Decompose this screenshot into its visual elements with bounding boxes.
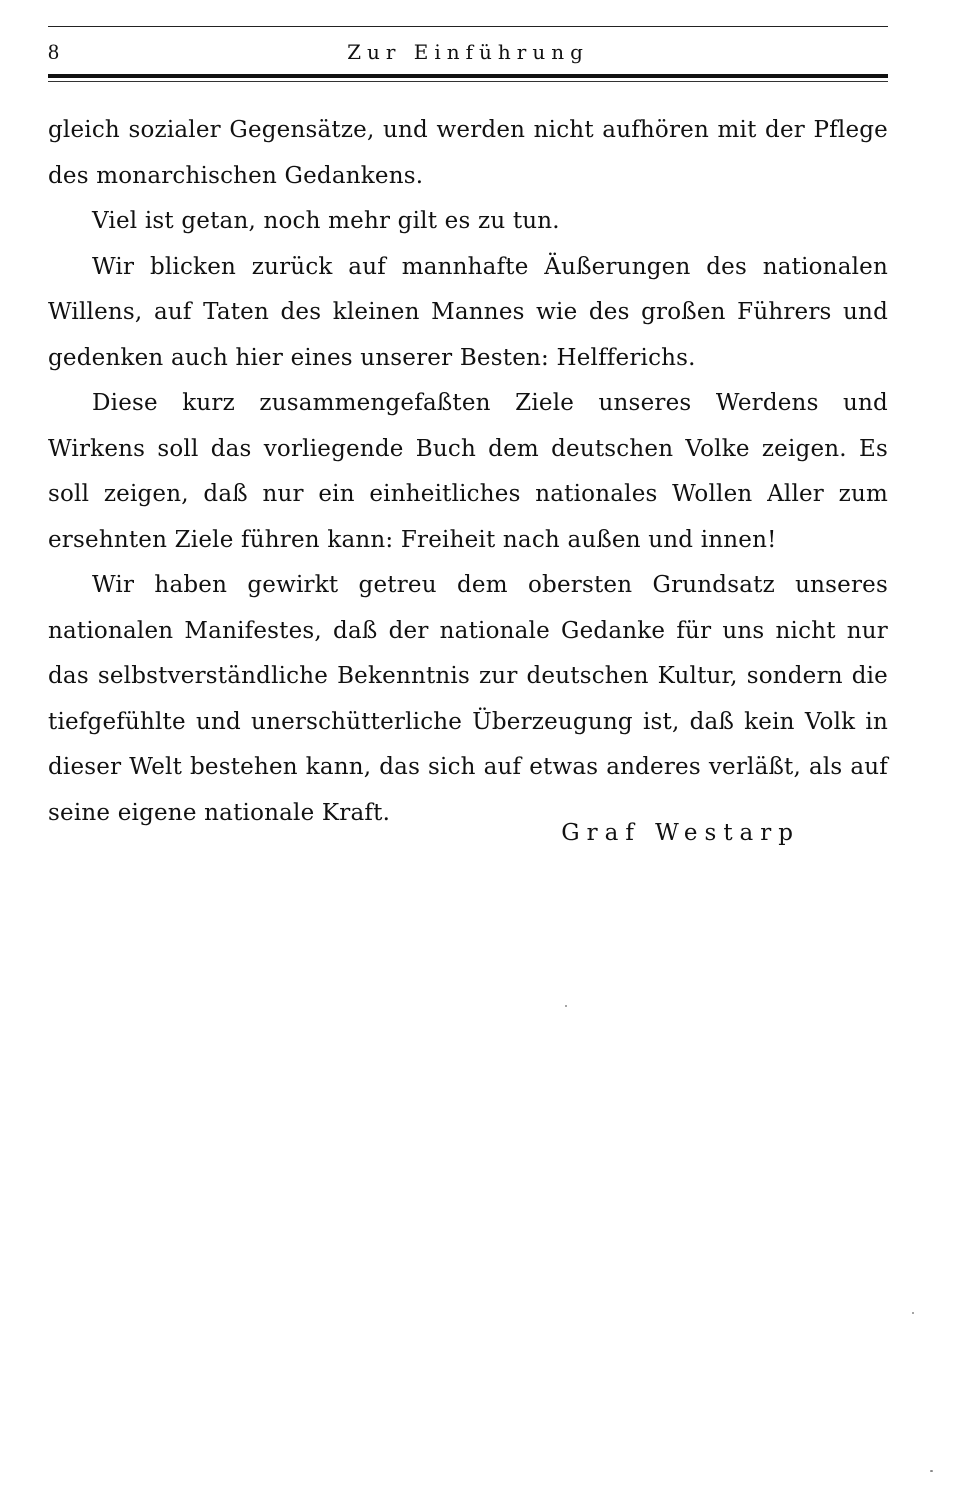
scan-speck bbox=[912, 1312, 914, 1314]
paragraph: Viel ist getan, noch mehr gilt es zu tun. bbox=[92, 208, 560, 234]
paragraph: Wir haben gewirkt getreu dem obersten Grundsatz unseres nationalen Manifestes, daß der nationale Gedanke für uns nicht nur das selbstverständliche Bekenntnis zur deutschen Kultur, sondern die tiefgefühlte und unerschütterliche Überzeugung ist, daß kein Volk in dieser Welt bestehen kann, das sich auf etwas anderes verläßt, als auf seine eigene nationale Kraft. bbox=[48, 572, 888, 826]
paragraph: Wir blicken zurück auf mannhafte Äußerungen des nationalen Willens, auf Taten des kleinen Mannes wie des großen Führers und gedenken auch hier eines unserer Besten: Helfferichs. bbox=[48, 253, 888, 371]
header-top-rule bbox=[48, 26, 888, 27]
running-title: Zur Einführung bbox=[347, 40, 589, 64]
body-text bbox=[48, 108, 888, 836]
page-number: 8 bbox=[48, 39, 59, 64]
signature: Graf Westarp bbox=[561, 820, 800, 846]
header-bottom-rule bbox=[48, 74, 888, 78]
scan-speck bbox=[565, 1005, 567, 1007]
running-head bbox=[48, 30, 888, 74]
paragraph-continuation: gleich sozialer Gegensätze, und werden nicht aufhören mit der Pflege des monarchischen Gedankens. bbox=[48, 117, 888, 189]
paragraph: Diese kurz zusammengefaßten Ziele unseres Werdens und Wirkens soll das vorliegende Buch dem deutschen Volke zeigen. Es soll zeigen, daß nur ein einheitliches nationales Wollen Aller zum ersehnten Ziele führen kann: Freiheit nach außen und innen! bbox=[48, 390, 888, 553]
scan-speck bbox=[930, 1470, 933, 1472]
header-bottom-rule-thin bbox=[48, 81, 888, 82]
